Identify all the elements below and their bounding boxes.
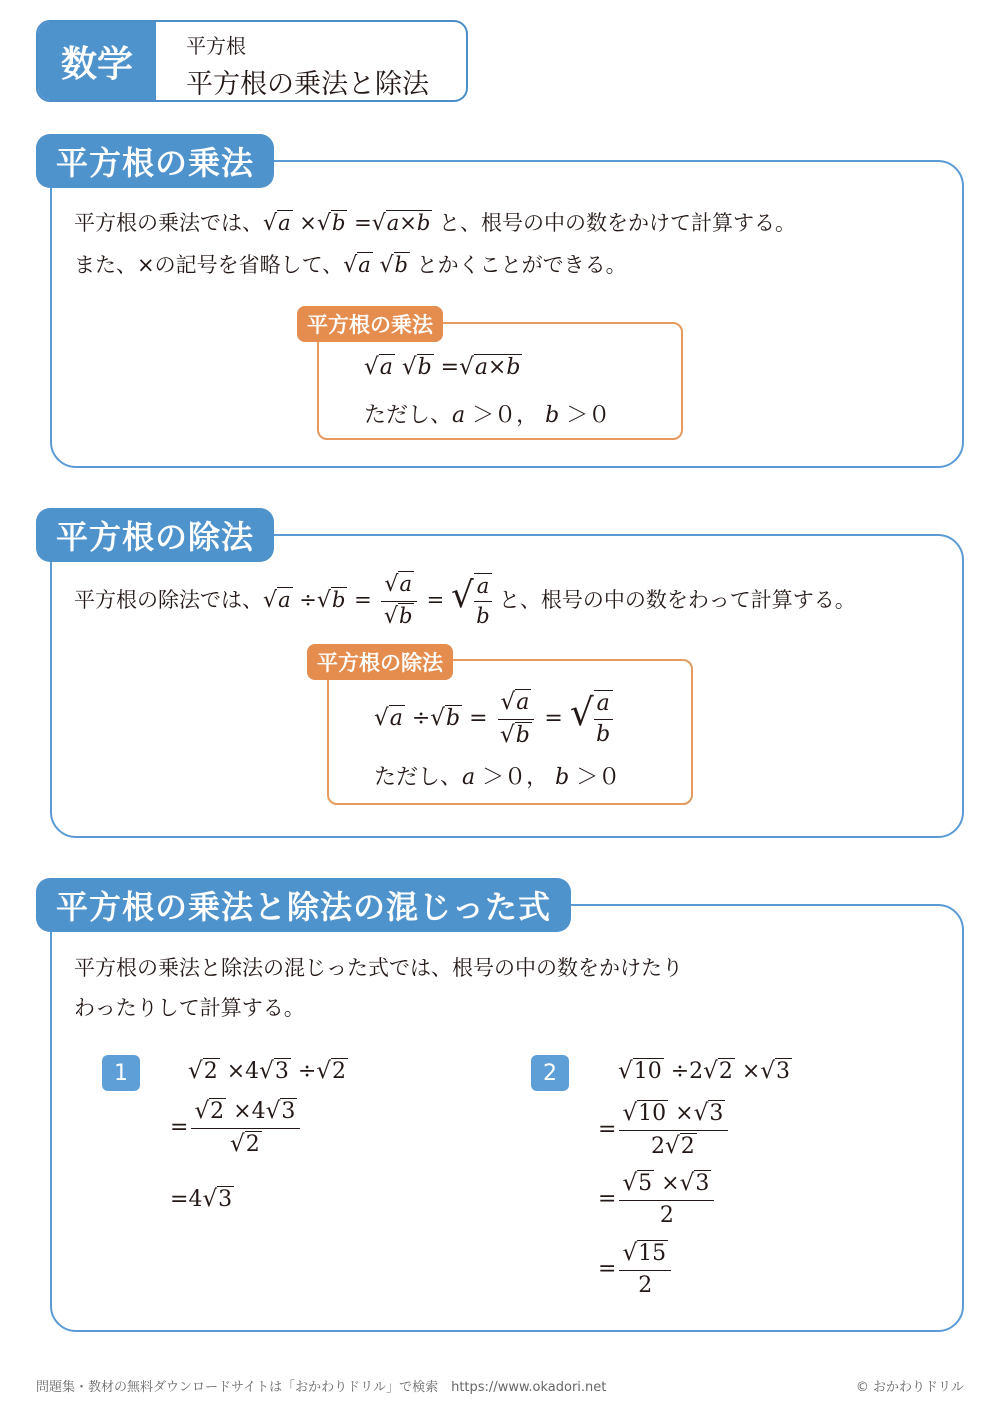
example-1-problem: √2 ×4√3 ÷√2 [188, 1058, 347, 1084]
example-1-result: =4√3 [170, 1186, 233, 1212]
mixed-paragraph-line2: わったりして計算する。 [74, 996, 305, 1020]
sqrt-a: √a [263, 211, 291, 236]
mult-section-title: 平方根の乗法 [36, 134, 274, 188]
example-2-problem: √10 ÷2√2 ×√3 [618, 1058, 791, 1084]
example-2-number: 2 [531, 1055, 569, 1091]
div-section-title: 平方根の除法 [36, 508, 274, 562]
div-rule-condition: ただし、a ＞０， b ＞０ [374, 765, 621, 790]
div-rule-formula: √a ÷√b = $\frac{√a}{√b}$ = √ $\frac{a}{b}$ [374, 682, 613, 749]
header-box [36, 20, 468, 102]
footer-left: 問題集・教材の無料ダウンロードサイトは「おかわりドリル」で検索 https://www.okadori.net [36, 1380, 607, 1395]
example-1-number: 1 [102, 1055, 140, 1091]
mult-paragraph-line2: また、×の記号を省略して、√a √b とかくことができる。 [74, 253, 627, 278]
mixed-section-title: 平方根の乗法と除法の混じった式 [36, 878, 571, 932]
mult-paragraph-line1: 平方根の乗法では、√a ×√b =√a×b と、根号の中の数をかけて計算する。 [74, 202, 796, 245]
div-rule-label: 平方根の除法 [307, 644, 453, 680]
example-2-step2: = $\frac{√5 \times√3}{2}$ [598, 1170, 717, 1229]
footer-right: © おかわりドリル [855, 1380, 964, 1395]
example-1-step1: = $\frac{√2 \times 4√3}{√2}$ [170, 1098, 303, 1158]
mult-rule-formula: √a √b =√a×b [364, 354, 521, 380]
mult-rule-condition: ただし、a ＞０， b ＞０ [364, 403, 611, 428]
page-title: 平方根の乗法と除法 [186, 69, 429, 100]
mult-rule-label: 平方根の乗法 [297, 306, 443, 342]
subject-label: 数学 [38, 22, 156, 100]
mixed-paragraph-line1: 平方根の乗法と除法の混じった式では、根号の中の数をかけたり [74, 956, 683, 980]
div-paragraph-line1: 平方根の除法では、√a ÷√b = $\frac{√a}{√b}$ = √ $\frac{a}{b}$ と、根号の中の数をわって計算する。 [74, 572, 856, 629]
sqrt-b: √b [316, 211, 346, 236]
example-2-step1: = $\frac{√10 \times√3}{2√2}$ [598, 1100, 731, 1160]
sqrt-axb: √a×b [371, 211, 431, 236]
header-subtitle: 平方根 [186, 34, 246, 58]
frac-sqrta-over-sqrtb: $\frac{√a}{√b}$ [381, 572, 417, 630]
example-2-result: = $\frac{√15}{2}$ [598, 1240, 674, 1299]
